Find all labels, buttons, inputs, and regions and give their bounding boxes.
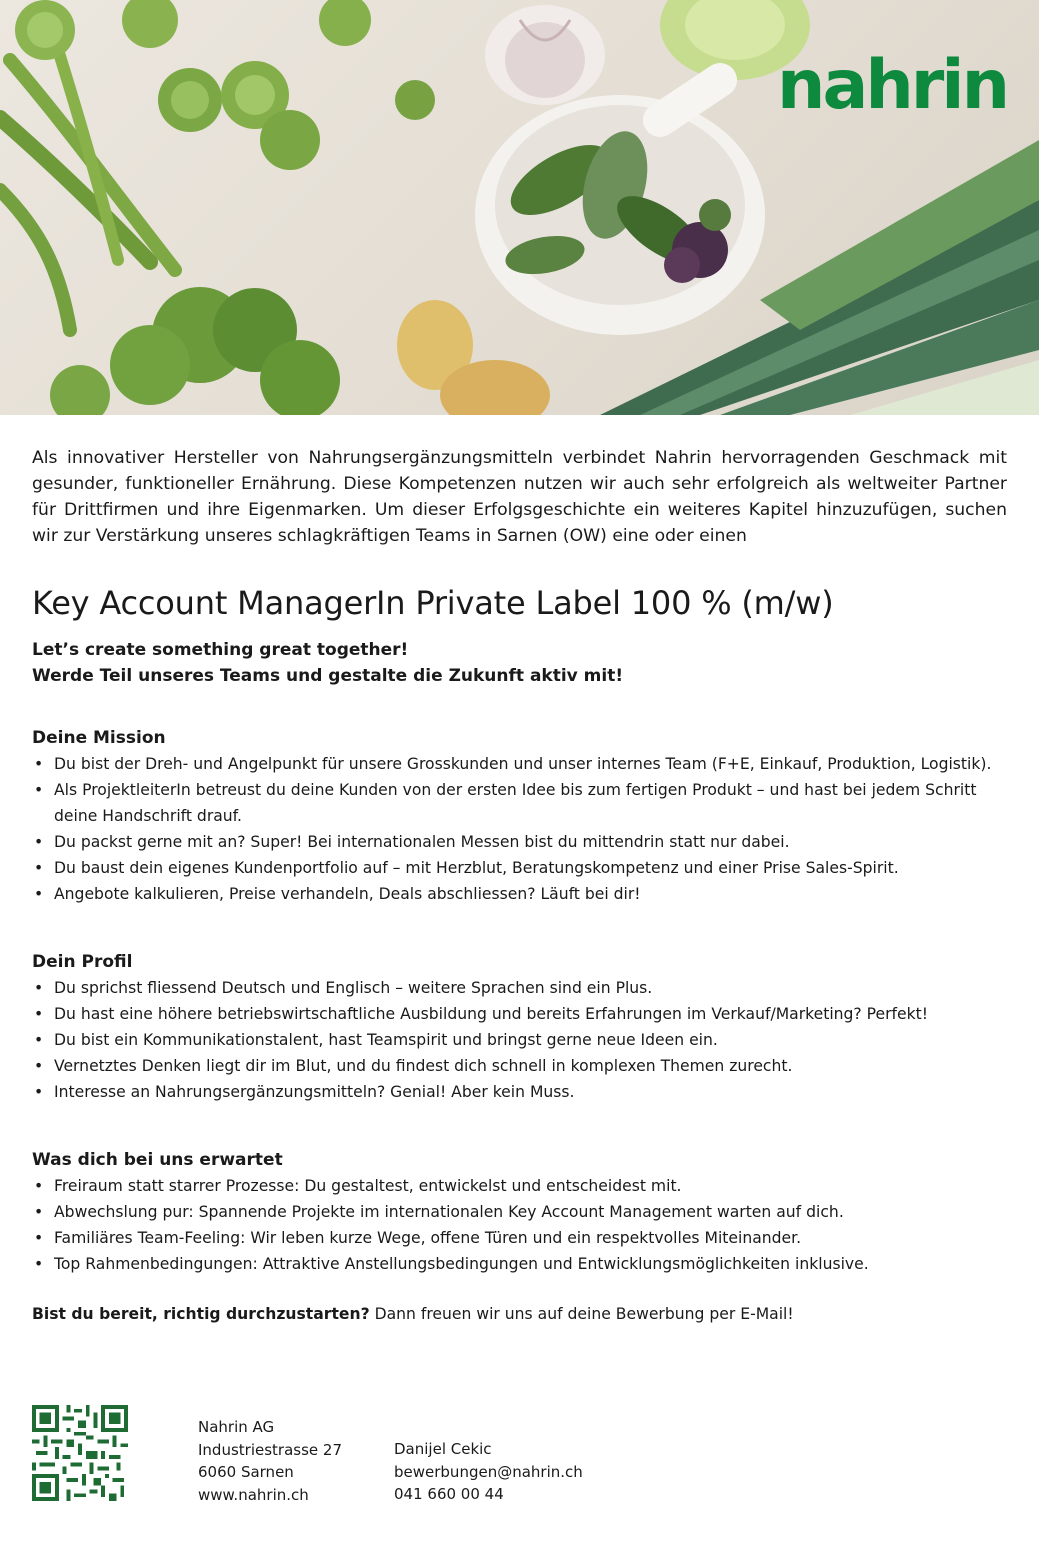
list-item: • Angebote kalkulieren, Preise verhandeln, Deals abschliessen? Läuft bei dir! bbox=[32, 881, 1007, 907]
list-item: • Top Rahmenbedingungen: Attraktive Anstellungsbedingungen und Entwicklungsmöglichkeiten inklusive. bbox=[32, 1251, 1007, 1277]
phone-number[interactable]: 041 660 00 44 bbox=[394, 1485, 504, 1503]
profile-section bbox=[32, 949, 1007, 1105]
qr-code-icon[interactable] bbox=[32, 1405, 128, 1501]
list-item: • Du packst gerne mit an? Super! Bei internationalen Messen bist du mittendrin statt nur dabei. bbox=[32, 829, 1007, 855]
city: 6060 Sarnen bbox=[198, 1463, 294, 1481]
list-item: • Du baust dein eigenes Kundenportfolio auf – mit Herzblut, Beratungskompetenz und einer Prise Sales-Spirit. bbox=[32, 855, 1007, 881]
benefits-list bbox=[32, 1173, 1007, 1277]
contact-info bbox=[394, 1438, 583, 1506]
intro-text: Als innovativer Hersteller von Nahrungsergänzungsmitteln verbindet Nahrin hervorragenden Geschmack mit gesunder, funktioneller Ernährung. Diese Kompetenzen nutzen wir auch sehr erfolgreich als weltweiter Partner für Drittfirmen und ihre Eigenmarken. Um dieser Erfolgsgeschichte ein weiteres Kapitel hinzuzufügen, suchen wir zur Verstärkung unseres schlagkräftigen Teams in Sarnen (OW) eine oder einen bbox=[32, 448, 1007, 546]
tagline-line-2: Werde Teil unseres Teams und gestalte die Zukunft aktiv mit! bbox=[32, 666, 624, 686]
benefits-section bbox=[32, 1147, 1007, 1277]
tagline bbox=[32, 637, 1007, 689]
company-address bbox=[198, 1416, 342, 1506]
tagline-line-1: Let’s create something great together! bbox=[32, 640, 409, 660]
list-item: • Abwechslung pur: Spannende Projekte im internationalen Key Account Management warten auf dich. bbox=[32, 1199, 1007, 1225]
list-item: • Du bist ein Kommunikationstalent, hast Teamspirit und bringst gerne neue Ideen ein. bbox=[32, 1027, 1007, 1053]
street: Industriestrasse 27 bbox=[198, 1440, 342, 1459]
nahrin-logo: nahrin bbox=[777, 46, 1007, 125]
hero-image bbox=[0, 0, 1039, 415]
list-item: • Du sprichst fliessend Deutsch und Englisch – weitere Sprachen sind ein Plus. bbox=[32, 975, 1007, 1001]
list-item: • Freiraum statt starrer Prozesse: Du gestaltest, entwickelst und entscheidest mit. bbox=[32, 1173, 1007, 1199]
benefits-title: Was dich bei uns erwartet bbox=[32, 1150, 283, 1170]
list-item: • Interesse an Nahrungsergänzungsmitteln? Genial! Aber kein Muss. bbox=[32, 1079, 1007, 1105]
mission-section bbox=[32, 725, 1007, 907]
email-link[interactable]: bewerbungen@nahrin.ch bbox=[394, 1462, 583, 1481]
cta-bold: Bist du bereit, richtig durchzustarten? bbox=[32, 1305, 370, 1323]
list-item: • Du bist der Dreh- und Angelpunkt für unsere Grosskunden und unser internes Team (F+E, Einkauf, Produktion, Logistik). bbox=[32, 751, 1007, 777]
profile-title: Dein Profil bbox=[32, 952, 133, 972]
cta-rest: Dann freuen wir uns auf deine Bewerbung per E-Mail! bbox=[369, 1305, 794, 1323]
contact-name: Danijel Cekic bbox=[394, 1440, 492, 1458]
profile-list bbox=[32, 975, 1007, 1105]
job-title: Key Account ManagerIn Private Label 100 % (m/w) bbox=[32, 584, 834, 622]
company-name: Nahrin AG bbox=[198, 1418, 275, 1436]
list-item: • Als ProjektleiterIn betreust du deine Kunden von der ersten Idee bis zum fertigen Produkt – und hast bei jedem Schritt deine Handschrift drauf. bbox=[32, 777, 1007, 829]
list-item: • Du hast eine höhere betriebswirtschaftliche Ausbildung und bereits Erfahrungen im Verkauf/Marketing? Perfekt! bbox=[32, 1001, 1007, 1027]
list-item: • Vernetztes Denken liegt dir im Blut, und du findest dich schnell in komplexen Themen zurecht. bbox=[32, 1053, 1007, 1079]
footer bbox=[0, 1405, 1039, 1505]
mission-title: Deine Mission bbox=[32, 728, 166, 748]
website-link[interactable]: www.nahrin.ch bbox=[198, 1485, 309, 1504]
mission-list bbox=[32, 751, 1007, 907]
list-item: • Familiäres Team-Feeling: Wir leben kurze Wege, offene Türen und ein respektvolles Miteinander. bbox=[32, 1225, 1007, 1251]
call-to-action bbox=[32, 1301, 1007, 1327]
